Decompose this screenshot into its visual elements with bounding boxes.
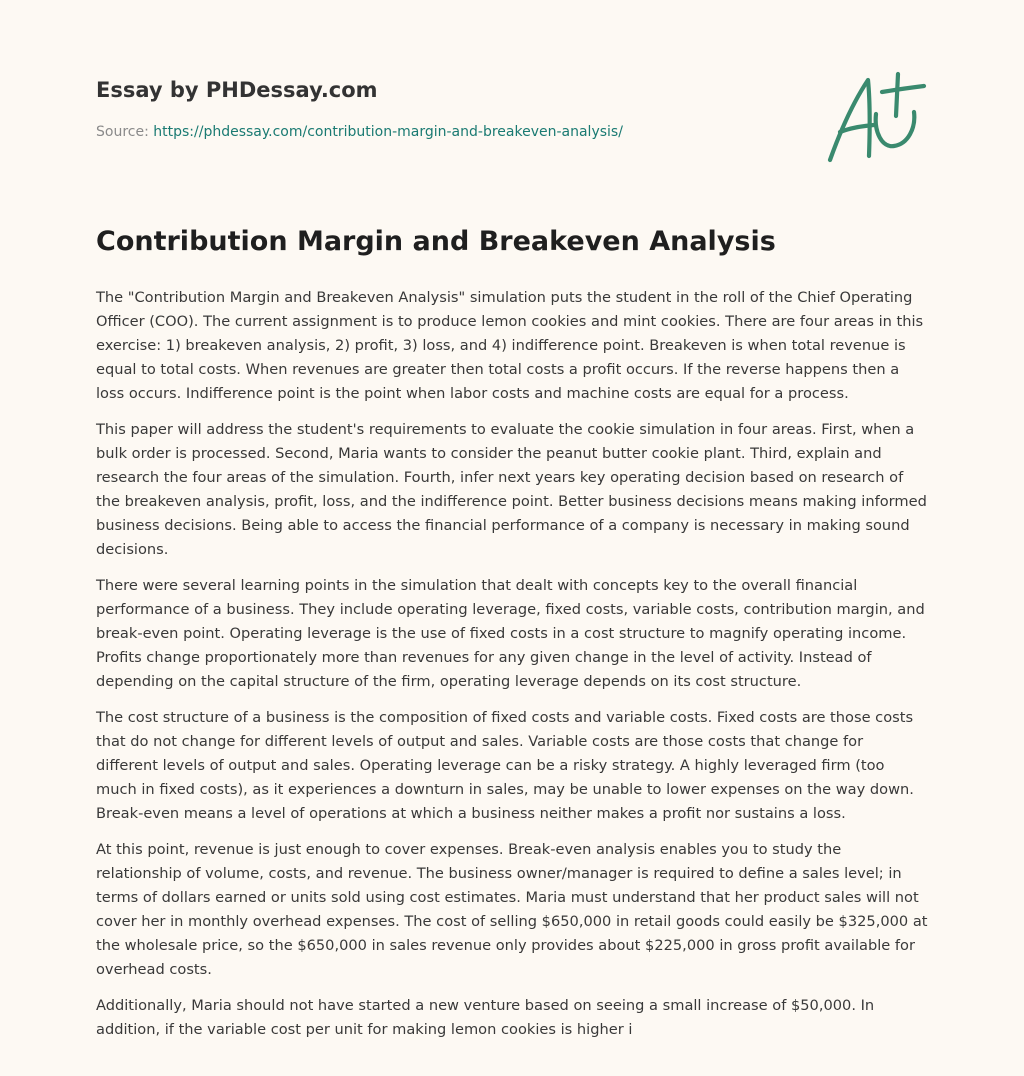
article-paragraph: Additionally, Maria should not have started a new venture based on seeing a small increase of $50,000. In addition, if the variable cost per unit for making lemon cookies is higher i [96, 997, 875, 1038]
article-paragraph: There were several learning points in the simulation that dealt with concepts key to the overall financial performance of a business. They include operating leverage, fixed costs, variable costs, contribution margin, and break-even point. Operating leverage is the use of fixed costs in a cost structure to magnify operating income. Profits change proportionately more than revenues for any given change in the level of activity. Instead of depending on the capital structure of the firm, operating leverage depends on its cost structure. [96, 577, 925, 690]
source-label: Source: [96, 124, 154, 140]
article-paragraph: At this point, revenue is just enough to cover expenses. Break-even analysis enables you to study the relationship of volume, costs, and revenue. The business owner/manager is required to define a sales level; in terms of dollars earned or units sold using cost estimates. Maria must understand that her product sales will not cover her in monthly overhead expenses. The cost of selling $650,000 in retail goods could easily be $325,000 at the wholesale price, so the $650,000 in sales revenue only provides about $225,000 in gross profit available for overhead costs. [96, 841, 928, 978]
article-paragraph: This paper will address the student's requirements to evaluate the cookie simulation in four areas. First, when a bulk order is processed. Second, Maria wants to consider the peanut butter cookie plant. Third, explain and research the four areas of the simulation. Fourth, infer next years key operating decision based on research of the breakeven analysis, profit, loss, and the indifference point. Better business decisions means making informed business decisions. Being able to access the financial performance of a company is necessary in making sound decisions. [96, 421, 927, 558]
source-line [96, 124, 623, 140]
article-paragraph: The "Contribution Margin and Breakeven Analysis" simulation puts the student in the roll of the Chief Operating Officer (COO). The current assignment is to produce lemon cookies and mint cookies. There are four areas in this exercise: 1) breakeven analysis, 2) profit, 3) loss, and 4) indifference point. Breakeven is when total revenue is equal to total costs. When revenues are greater then total costs a profit occurs. If the reverse happens then a loss occurs. Indifference point is the point when labor costs and machine costs are equal for a process. [96, 289, 924, 402]
article-title: Contribution Margin and Breakeven Analysis [96, 226, 776, 257]
source-link[interactable]: https://phdessay.com/contribution-margin-and-breakeven-analysis/ [153, 124, 623, 140]
site-brand: Essay by PHDessay.com [96, 78, 378, 102]
article-body [96, 286, 928, 1054]
article-paragraph: The cost structure of a business is the composition of fixed costs and variable costs. Fixed costs are those costs that do not change for different levels of output and sales. Variable costs are those costs that change for different levels of output and sales. Operating leverage can be a risky strategy. A highly leveraged firm (too much in fixed costs), as it experiences a downturn in sales, may be unable to lower expenses on the way down. Break-even means a level of operations at which a business neither makes a profit nor sustains a loss. [96, 709, 914, 822]
a-plus-logo-icon [826, 70, 928, 164]
